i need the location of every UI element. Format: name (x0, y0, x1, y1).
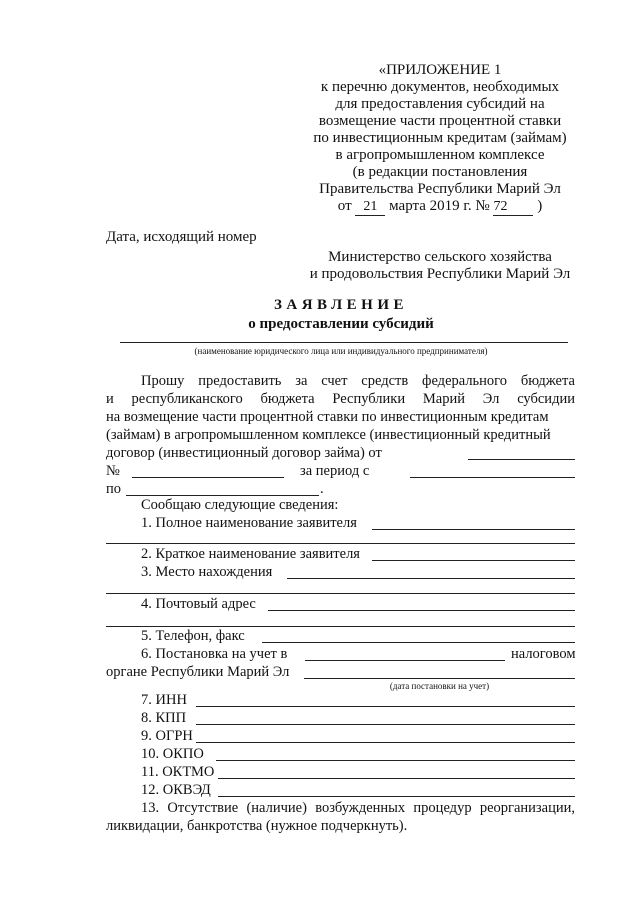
field-phone-line[interactable] (262, 642, 575, 643)
field-okved-line[interactable] (218, 796, 575, 797)
date-closing: ) (537, 198, 543, 214)
appendix-line: (в редакции постановления (352, 164, 528, 180)
period-end-dot: . (320, 481, 324, 497)
request-line-5: договор (инвестиционный договор займа) от (106, 445, 382, 461)
field-full-name-line[interactable] (372, 529, 575, 530)
appendix-line: к перечню документов, необходимых (320, 79, 560, 95)
field-location-label: 3. Место нахождения (141, 564, 273, 580)
contract-date-line[interactable] (468, 459, 575, 460)
field-postal-line[interactable] (268, 610, 575, 611)
page-title: ЗАЯВЛЕНИЕ (273, 297, 409, 313)
field-inn-label: 7. ИНН (141, 692, 187, 708)
field-okved-label: 12. ОКВЭД (141, 782, 211, 798)
field-ogrn-line[interactable] (196, 742, 575, 743)
appendix-title: «ПРИЛОЖЕНИЕ 1 (378, 62, 502, 78)
field-oktmo-label: 11. ОКТМО (141, 764, 215, 780)
date-number-label: Дата, исходящий номер (106, 229, 257, 245)
field-okpo-line[interactable] (216, 760, 575, 761)
recipient-line-2: и продовольствия Республики Марий Эл (309, 266, 571, 282)
field-registration-authority-label: органе Республики Марий Эл (106, 664, 290, 680)
field-full-name-line-2[interactable] (106, 543, 575, 544)
resolution-number: 72 (493, 198, 533, 216)
info-intro: Сообщаю следующие сведения: (141, 497, 339, 513)
field-registration-label: 6. Постановка на учет в (141, 646, 288, 662)
appendix-date-line (300, 198, 580, 216)
field-postal-label: 4. Почтовый адрес (141, 596, 256, 612)
appendix-line: для предоставления субсидий на (335, 96, 545, 112)
field-procedures-line-2: ликвидации, банкротства (нужное подчеркнуть). (106, 818, 408, 834)
recipient-line-1: Министерство сельского хозяйства (328, 249, 552, 265)
field-kpp-label: 8. КПП (141, 710, 187, 726)
request-line-4: (займам) в агропромышленном комплексе (инвестиционный кредитный (106, 427, 551, 443)
appendix-block (300, 62, 580, 216)
field-ogrn-label: 9. ОГРН (141, 728, 193, 744)
field-location-line-2[interactable] (106, 593, 575, 594)
request-line-1: Прошу предоставить за счет средств федерального бюджета (141, 373, 575, 389)
request-line-2: и республиканского бюджета Республики Марий Эл субсидии (106, 391, 575, 407)
field-location-line[interactable] (287, 578, 575, 579)
contract-number-line[interactable] (132, 477, 284, 478)
field-procedures-line-1: 13. Отсутствие (наличие) возбужденных процедур реорганизации, (141, 800, 575, 816)
appendix-line: возмещение части процентной ставки (318, 113, 562, 129)
contract-number-label: № (106, 463, 120, 479)
appendix-line: Правительства Республики Марий Эл (319, 181, 561, 197)
applicant-name-caption: (наименование юридического лица или индивидуального предпринимателя) (194, 346, 488, 356)
date-prefix: от (337, 198, 352, 214)
field-registration-line[interactable] (305, 660, 505, 661)
field-okpo-label: 10. ОКПО (141, 746, 204, 762)
field-short-name-line[interactable] (372, 560, 575, 561)
applicant-name-line[interactable] (120, 342, 568, 343)
period-to-label: по (106, 481, 122, 497)
period-end-line[interactable] (126, 495, 319, 496)
field-kpp-line[interactable] (196, 724, 575, 725)
field-oktmo-line[interactable] (218, 778, 575, 779)
field-short-name-label: 2. Краткое наименование заявителя (141, 546, 360, 562)
field-registration-tax-word: налоговом (511, 646, 576, 662)
page-subtitle: о предоставлении субсидий (248, 316, 434, 332)
field-postal-line-2[interactable] (106, 626, 575, 627)
period-start-line[interactable] (410, 477, 575, 478)
request-line-3: на возмещение части процентной ставки по инвестиционным кредитам (106, 409, 549, 425)
field-full-name-label: 1. Полное наименование заявителя (141, 515, 357, 531)
appendix-line: по инвестиционным кредитам (займам) (313, 130, 567, 146)
recipient-block (295, 249, 585, 283)
appendix-line: в агропромышленном комплексе (335, 147, 545, 163)
date-day: 21 (355, 198, 385, 216)
field-registration-caption: (дата постановки на учет) (389, 681, 490, 691)
period-label: за период с (300, 463, 370, 479)
field-inn-line[interactable] (196, 706, 575, 707)
field-registration-date-line[interactable] (304, 678, 575, 679)
date-rest: марта 2019 г. № (389, 198, 490, 214)
field-phone-label: 5. Телефон, факс (141, 628, 245, 644)
